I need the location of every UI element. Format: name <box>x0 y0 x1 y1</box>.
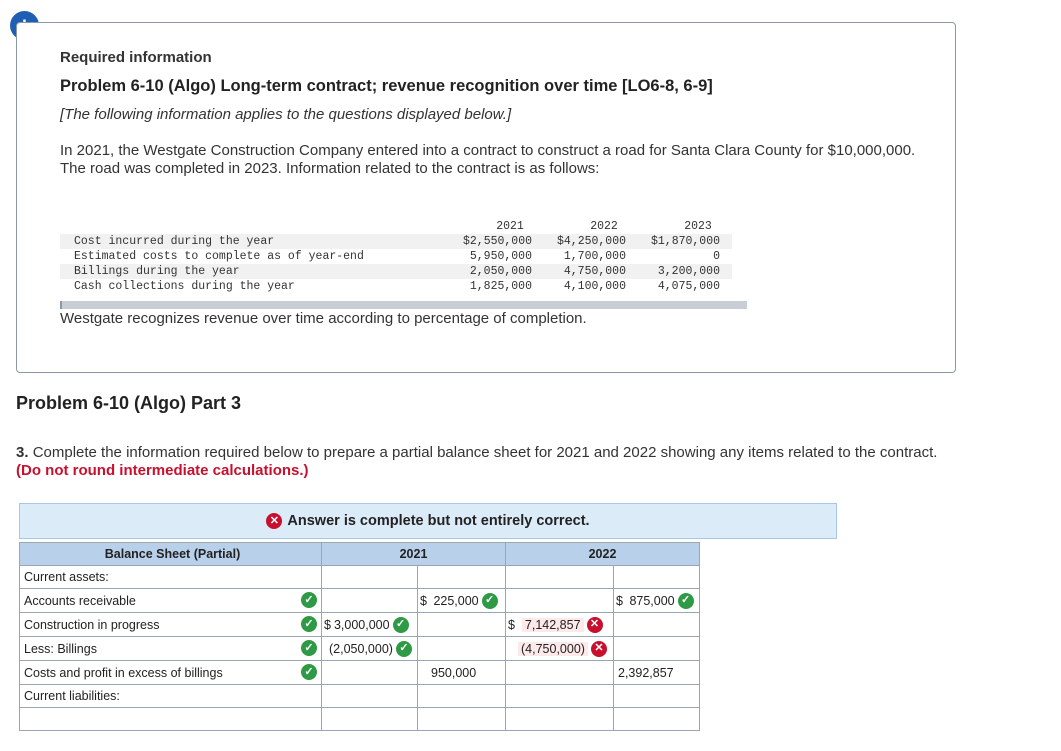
check-icon: ✓ <box>678 593 694 609</box>
year-header-2022: 2022 <box>590 220 618 233</box>
table-row: Construction in progress ✓ $ 3,000,000 ✓ $ 7,142,857 ✕ <box>20 613 700 637</box>
balance-sheet-header: Balance Sheet (Partial) <box>20 543 322 566</box>
required-information-heading: Required information <box>60 49 212 66</box>
x-circle-icon: ✕ <box>591 641 607 657</box>
year-header-2023: 2023 <box>684 220 712 233</box>
cip-label: Construction in progress <box>24 617 160 632</box>
problem-intro: In 2021, the Westgate Construction Company entered into a contract to construct a road for Santa Clara County for $10,000,000. The road was completed in 2023. Information related to the contract is as follows: <box>60 142 916 177</box>
revenue-recognition-note: Westgate recognizes revenue over time according to percentage of completion. <box>60 310 587 327</box>
cpe-2022-input[interactable]: 2,392,857 <box>618 665 674 680</box>
table-row <box>20 637 700 661</box>
billings-2022-input[interactable]: (4,750,000) <box>518 642 588 656</box>
rounding-warning: (Do not round intermediate calculations.) <box>16 462 309 479</box>
part-title: Problem 6-10 (Algo) Part 3 <box>16 393 242 413</box>
x-circle-icon: ✕ <box>587 617 603 633</box>
balance-sheet-table <box>19 542 700 731</box>
table-row: Billings during the year 2,050,000 4,750,000 3,200,000 <box>60 264 732 279</box>
current-assets-label: Current assets: <box>20 566 322 589</box>
question-text: 3. Complete the information required below to prepare a partial balance sheet for 2021 and 2022 showing any items related to the contract. (Do not round intermediate calculations.) <box>16 444 938 479</box>
check-icon: ✓ <box>301 640 317 656</box>
check-icon: ✓ <box>301 592 317 608</box>
table-row: Estimated costs to complete as of year-end 5,950,000 1,700,000 0 <box>74 250 720 263</box>
contract-data-table <box>60 218 732 294</box>
col-header-2021: 2021 <box>322 543 506 566</box>
check-icon: ✓ <box>301 664 317 680</box>
table-row: Cost incurred during the year $2,550,000 $4,250,000 $1,870,000 <box>60 234 732 249</box>
info-note: [The following information applies to the questions displayed below.] <box>60 106 512 123</box>
x-circle-icon: ✕ <box>266 513 282 529</box>
check-icon: ✓ <box>396 641 412 657</box>
empty-row-input[interactable] <box>20 708 322 731</box>
answer-status-banner: ✕ Answer is complete but not entirely correct. <box>19 503 837 539</box>
ar-label: Accounts receivable <box>24 593 136 608</box>
table-row: Cash collections during the year 1,825,000 4,100,000 4,075,000 <box>74 280 720 293</box>
check-icon: ✓ <box>393 617 409 633</box>
year-header-2021: 2021 <box>496 220 524 233</box>
current-liabilities-label: Current liabilities: <box>20 685 322 708</box>
table-row: Accounts receivable ✓ $ 225,000 ✓ $ 875,000 ✓ <box>20 589 700 613</box>
ar-2022-input[interactable]: 875,000 <box>629 593 675 608</box>
col-header-2022: 2022 <box>506 543 700 566</box>
table-row <box>20 661 700 685</box>
billings-2021-input[interactable]: (2,050,000) <box>329 641 393 656</box>
cip-2021-input[interactable]: 3,000,000 <box>333 617 390 632</box>
required-information-panel <box>16 22 956 373</box>
table-scrollbar[interactable] <box>60 301 747 309</box>
billings-label: Less: Billings <box>24 641 97 656</box>
problem-title: Problem 6-10 (Algo) Long-term contract; revenue recognition over time [LO6-8, 6-9] <box>60 77 713 95</box>
check-icon: ✓ <box>301 616 317 632</box>
cpe-label: Costs and profit in excess of billings <box>24 665 223 680</box>
check-icon: ✓ <box>482 593 498 609</box>
cpe-2021-input[interactable]: 950,000 <box>431 665 477 680</box>
cip-2022-input[interactable]: 7,142,857 <box>522 618 584 632</box>
ar-2021-input[interactable]: 225,000 <box>433 593 479 608</box>
